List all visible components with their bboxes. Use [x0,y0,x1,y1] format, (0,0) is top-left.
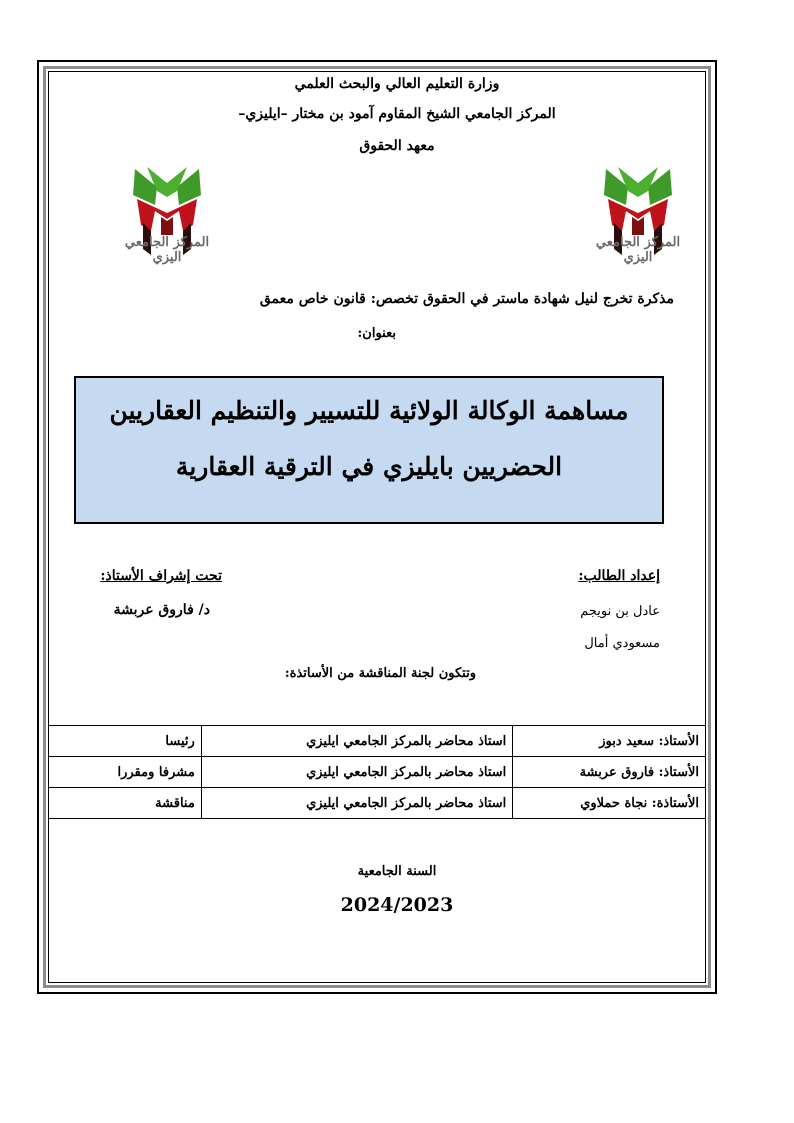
logo-caption: المركز الجامعي اليزي [124,235,210,265]
memo-description: مذكرة تخرج لنيل شهادة ماستر في الحقوق تخصص: قانون خاص معمق [259,291,674,307]
university-logo-right [588,165,688,265]
member-role: مناقشة [49,788,202,819]
member-name: الأستاذة: نجاة حملاوي [513,788,706,819]
students-label: إعداد الطالب: [578,568,660,584]
member-role: رئيسا [49,726,202,757]
title-label: بعنوان: [357,326,396,341]
member-name: الأستاذ: سعيد دبوز [513,726,706,757]
member-rank: استاذ محاضر بالمركز الجامعي ايليزي [201,757,512,788]
thesis-title-box [74,376,664,524]
member-rank: استاذ محاضر بالمركز الجامعي ايليزي [201,788,512,819]
thesis-title-line-1: مساهمة الوكالة الولائية للتسيير والتنظيم العقاريين [109,396,629,425]
member-rank: استاذ محاضر بالمركز الجامعي ايليزي [201,726,512,757]
committee-intro: وتتكون لجنة المناقشة من الأساتذة: [284,666,476,681]
logo-caption: المركز الجامعي اليزي [595,235,681,265]
supervisor-name: د/ فاروق عربشة [113,602,210,618]
member-role: مشرفا ومقررا [49,757,202,788]
academic-year-value: 2024/2023 [340,894,454,916]
university-center-name: المركز الجامعي الشيخ المقاوم آمود بن مختار –ايليزي– [238,106,556,122]
supervisor-label: تحت إشراف الأستاذ: [100,568,222,584]
table-row [49,788,706,819]
ministry-name: وزارة التعليم العالي والبحث العلمي [294,76,500,92]
member-name: الأستاذ: فاروق عربشة [513,757,706,788]
table-row [49,726,706,757]
table-row [49,757,706,788]
academic-year-label: السنة الجامعية [357,864,437,879]
university-logo-left [117,165,217,265]
institute-name: معهد الحقوق [359,138,435,154]
committee-table [48,725,706,819]
thesis-title-line-2: الحضريين بايليزي في الترقية العقارية [175,452,563,481]
student-name-1: عادل بن نويجم [580,604,660,619]
student-name-2: مسعودي أمال [584,636,660,651]
